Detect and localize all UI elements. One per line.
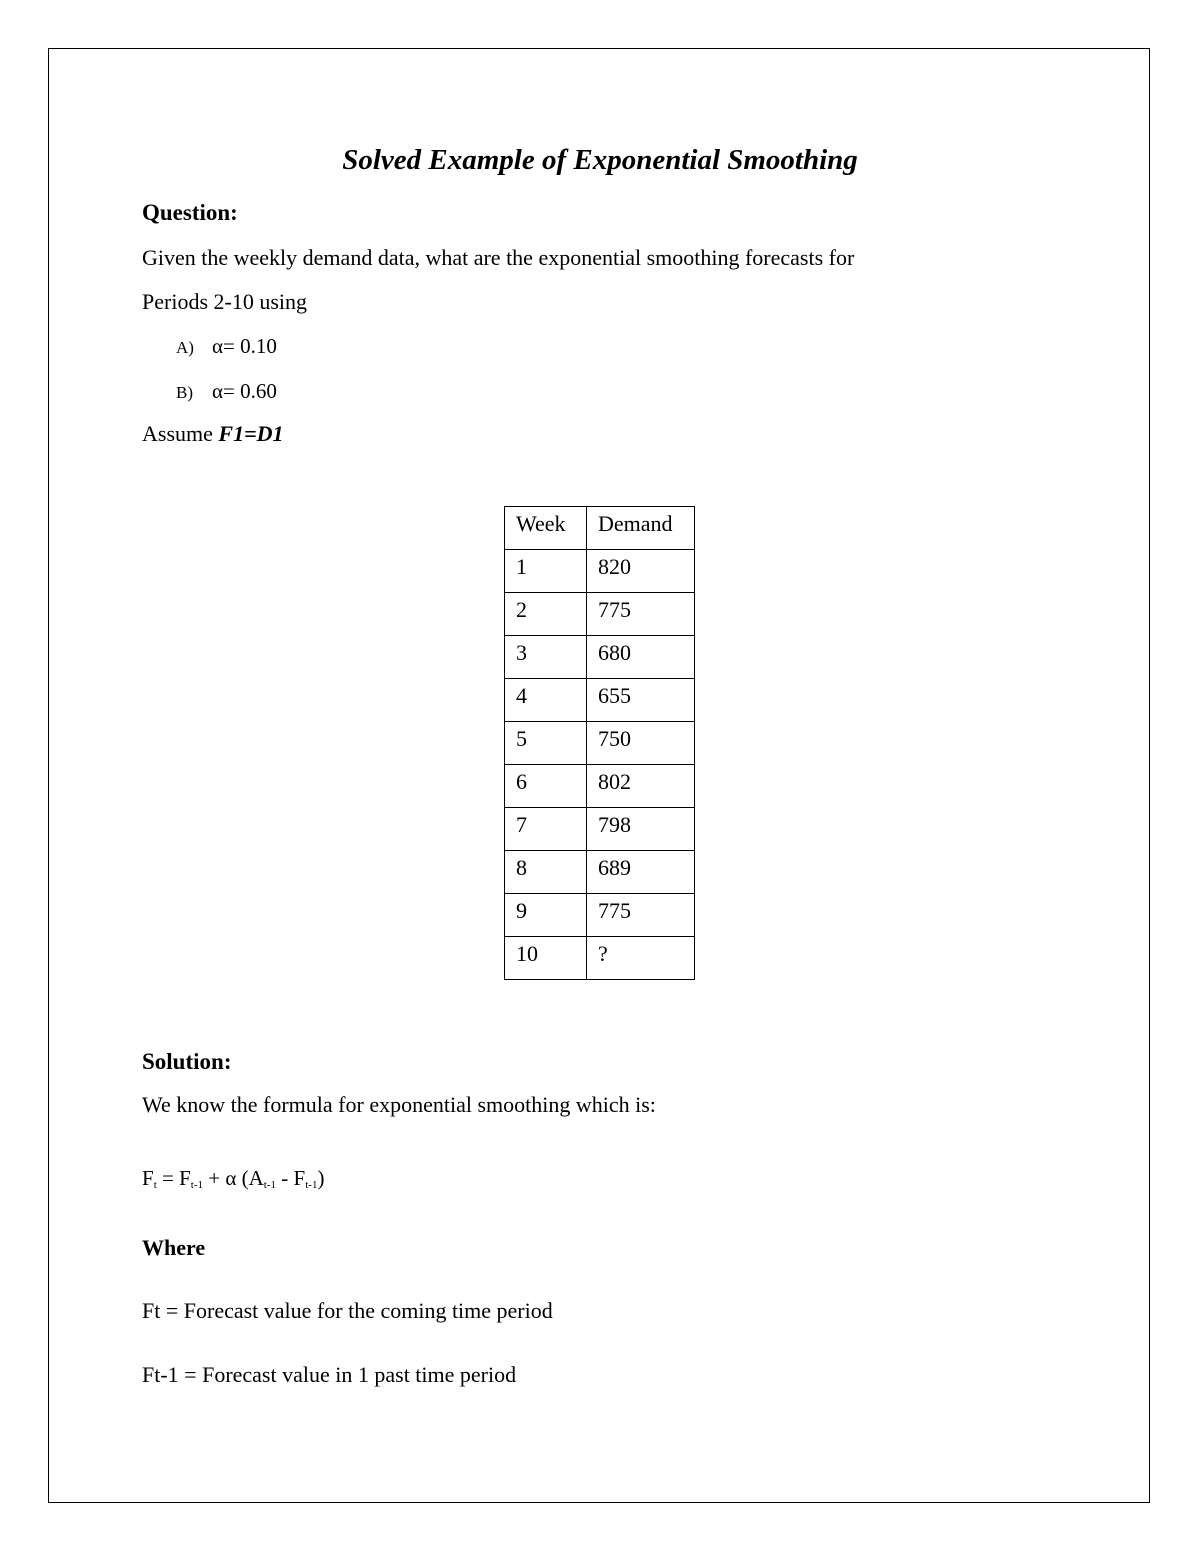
exponential-smoothing-formula xyxy=(142,1163,324,1200)
formula-alpha: α xyxy=(225,1166,237,1190)
definition-ft-1: Ft-1 = Forecast value in 1 past time period xyxy=(142,1362,517,1387)
solution-heading: Solution: xyxy=(142,1049,232,1074)
formula-close: ) xyxy=(317,1166,325,1190)
question-text-line-2: Periods 2-10 using xyxy=(142,289,307,314)
option-b-value: = 0.60 xyxy=(223,379,277,403)
option-a-value: = 0.10 xyxy=(223,334,277,358)
week-cell: 2 xyxy=(505,593,587,636)
week-cell: 9 xyxy=(505,894,587,937)
option-a-letter: A) xyxy=(176,338,194,357)
question-text-line-1: Given the weekly demand data, what are the exponential smoothing forecasts for xyxy=(142,245,855,270)
demand-cell: 775 xyxy=(587,593,695,636)
table-row xyxy=(505,636,695,679)
column-header-week: Week xyxy=(505,507,587,550)
week-cell: 6 xyxy=(505,765,587,808)
option-b-letter: B) xyxy=(176,383,193,402)
demand-cell: 775 xyxy=(587,894,695,937)
week-cell: 4 xyxy=(505,679,587,722)
week-cell: 3 xyxy=(505,636,587,679)
formula-open: (A xyxy=(236,1166,264,1190)
demand-cell: 750 xyxy=(587,722,695,765)
table-row xyxy=(505,722,695,765)
formula-plus: + xyxy=(203,1166,226,1190)
week-cell: 8 xyxy=(505,851,587,894)
demand-table xyxy=(504,506,695,980)
formula-sub-t-1: t-1 xyxy=(190,1179,204,1191)
solution-intro: We know the formula for exponential smoothing which is: xyxy=(142,1092,656,1117)
table-row xyxy=(505,550,695,593)
table-row xyxy=(505,937,695,980)
formula-minus: - F xyxy=(276,1166,306,1190)
week-cell: 10 xyxy=(505,937,587,980)
table-row xyxy=(505,894,695,937)
column-header-demand: Demand xyxy=(587,507,695,550)
formula-f-prev: F xyxy=(179,1166,191,1190)
demand-cell: 689 xyxy=(587,851,695,894)
table-row xyxy=(505,593,695,636)
assumption-value: F1=D1 xyxy=(218,421,284,446)
formula-sub-t: t xyxy=(153,1179,157,1191)
formula-sub-a: t-1 xyxy=(263,1179,277,1191)
table-row xyxy=(505,679,695,722)
where-heading: Where xyxy=(142,1235,206,1260)
demand-cell: ? xyxy=(587,937,695,980)
week-cell: 1 xyxy=(505,550,587,593)
option-a xyxy=(176,331,277,363)
demand-cell: 802 xyxy=(587,765,695,808)
alpha-symbol: α xyxy=(212,334,224,358)
document-title: Solved Example of Exponential Smoothing xyxy=(342,144,858,176)
table-row xyxy=(505,851,695,894)
week-cell: 7 xyxy=(505,808,587,851)
assumption-line xyxy=(142,419,284,449)
demand-cell: 820 xyxy=(587,550,695,593)
table-row xyxy=(505,808,695,851)
table-row xyxy=(505,765,695,808)
formula-equals: = xyxy=(156,1166,180,1190)
formula-f: F xyxy=(142,1166,154,1190)
assumption-prefix: Assume xyxy=(142,421,219,446)
table-header-row xyxy=(505,507,695,550)
question-heading: Question: xyxy=(142,200,238,225)
week-cell: 5 xyxy=(505,722,587,765)
demand-cell: 798 xyxy=(587,808,695,851)
formula-sub-f: t-1 xyxy=(305,1179,318,1191)
definition-ft: Ft = Forecast value for the coming time period xyxy=(142,1298,553,1323)
demand-cell: 655 xyxy=(587,679,695,722)
alpha-symbol: α xyxy=(212,379,224,403)
demand-cell: 680 xyxy=(587,636,695,679)
option-b xyxy=(176,376,277,408)
